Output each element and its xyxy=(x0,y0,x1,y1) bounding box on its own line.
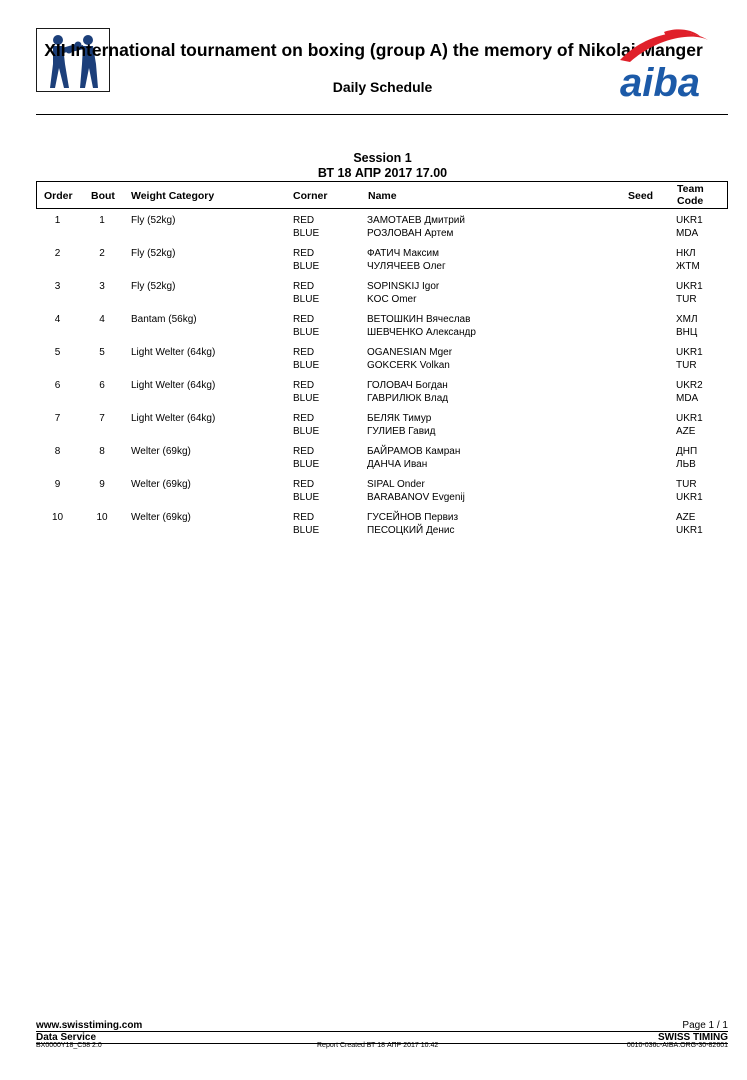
cell-corner-red: RED xyxy=(293,215,315,226)
cell-name-red: ГОЛОВАЧ Богдан xyxy=(367,380,448,391)
cell-name-blue: ШЕВЧЕНКО Александр xyxy=(367,327,476,338)
cell-team-blue: UKR1 xyxy=(676,525,703,536)
cell-corner-blue: BLUE xyxy=(293,459,320,470)
cell-team-blue: TUR xyxy=(676,360,697,371)
cell-name-red: SIPAL Onder xyxy=(367,479,425,490)
cell-name-red: БАЙРАМОВ Камран xyxy=(367,446,461,457)
cell-corner-blue: BLUE xyxy=(293,426,320,437)
cell-corner-blue: BLUE xyxy=(293,261,320,272)
cell-corner-red: RED xyxy=(293,347,315,358)
table-row xyxy=(36,314,728,347)
cell-order: 6 xyxy=(54,380,61,391)
cell-name-blue: BARABANOV Evgenij xyxy=(367,492,465,503)
cell-team-blue: MDA xyxy=(676,228,699,239)
cell-name-red: ГУСЕЙНОВ Первиз xyxy=(367,512,459,523)
cell-team-blue: AZE xyxy=(676,426,696,437)
footer-data-service: Data Service xyxy=(36,1032,97,1043)
cell-corner-red: RED xyxy=(293,281,315,292)
cell-name-red: ФАТИЧ Максим xyxy=(367,248,439,259)
cell-bout: 9 xyxy=(99,479,105,490)
table-row xyxy=(36,446,728,479)
cell-weight-category: Welter (69kg) xyxy=(131,512,191,523)
footer-code-right: 0010-036c-AIBA.ORG-30-82601 xyxy=(626,1042,728,1049)
cell-corner-blue: BLUE xyxy=(293,492,320,503)
cell-bout: 6 xyxy=(99,380,105,391)
header-order: Order xyxy=(44,190,73,202)
schedule-table-body xyxy=(36,215,728,545)
cell-name-blue: РОЗЛОВАН Артем xyxy=(367,228,454,239)
cell-corner-red: RED xyxy=(293,380,315,391)
cell-name-blue: ДАНЧА Иван xyxy=(367,459,428,470)
header-team-code-line1: Team xyxy=(677,183,704,195)
session-info xyxy=(0,151,747,181)
header-divider xyxy=(36,114,728,115)
cell-team-blue: ВНЦ xyxy=(676,327,698,338)
cell-name-blue: GOKCERK Volkan xyxy=(367,360,450,371)
cell-bout: 7 xyxy=(99,413,105,424)
cell-name-red: БЕЛЯК Тимур xyxy=(367,413,432,424)
cell-team-red: НКЛ xyxy=(676,248,696,259)
cell-bout: 4 xyxy=(99,314,105,325)
cell-bout: 8 xyxy=(99,446,105,457)
table-row xyxy=(36,215,728,248)
cell-team-red: UKR1 xyxy=(676,347,703,358)
cell-bout: 10 xyxy=(96,512,108,523)
cell-team-blue: TUR xyxy=(676,294,697,305)
cell-corner-blue: BLUE xyxy=(293,525,320,536)
table-row xyxy=(36,413,728,446)
cell-corner-red: RED xyxy=(293,413,315,424)
cell-corner-blue: BLUE xyxy=(293,327,320,338)
table-row xyxy=(36,380,728,413)
cell-corner-red: RED xyxy=(293,512,315,523)
cell-bout: 2 xyxy=(99,248,105,259)
cell-corner-blue: BLUE xyxy=(293,393,320,404)
cell-name-red: OGANESIAN Mger xyxy=(367,347,453,358)
header-seed: Seed xyxy=(628,190,654,202)
cell-corner-blue: BLUE xyxy=(293,228,320,239)
cell-order: 7 xyxy=(54,413,61,424)
cell-weight-category: Bantam (56kg) xyxy=(131,314,197,325)
cell-weight-category: Welter (69kg) xyxy=(131,446,191,457)
header-weight-category: Weight Category xyxy=(131,190,215,202)
cell-weight-category: Welter (69kg) xyxy=(131,479,191,490)
cell-weight-category: Light Welter (64kg) xyxy=(131,413,216,424)
footer-url[interactable]: www.swisstiming.com xyxy=(36,1020,143,1031)
cell-name-red: ВЕТОШКИН Вячеслав xyxy=(367,314,471,325)
svg-text:aiba: aiba xyxy=(620,61,701,102)
header-corner: Corner xyxy=(293,190,328,202)
footer-swiss-timing: SWISS TIMING xyxy=(658,1032,728,1043)
header-team-code-line2: Code xyxy=(677,195,704,207)
cell-corner-blue: BLUE xyxy=(293,360,320,371)
cell-team-red: ХМЛ xyxy=(676,314,698,325)
cell-order: 4 xyxy=(54,314,61,325)
cell-name-blue: ПЕСОЦКИЙ Денис xyxy=(367,525,455,536)
header-name: Name xyxy=(368,190,397,202)
cell-weight-category: Fly (52kg) xyxy=(131,248,176,259)
cell-bout: 1 xyxy=(99,215,105,226)
footer-code-left: BX0000Y18_C58 2.0 xyxy=(36,1042,102,1049)
session-name: Session 1 xyxy=(353,151,412,165)
table-row xyxy=(36,281,728,314)
cell-team-blue: ЛЬВ xyxy=(676,459,696,470)
cell-name-red: ЗАМОТАЕВ Дмитрий xyxy=(367,215,465,226)
cell-bout: 3 xyxy=(99,281,105,292)
session-datetime: ВТ 18 АПР 2017 17.00 xyxy=(317,166,448,180)
cell-corner-red: RED xyxy=(293,446,315,457)
cell-weight-category: Fly (52kg) xyxy=(131,281,176,292)
cell-team-red: TUR xyxy=(676,479,697,490)
page-number: Page 1 / 1 xyxy=(682,1020,728,1031)
cell-bout: 5 xyxy=(99,347,105,358)
cell-corner-red: RED xyxy=(293,248,315,259)
cell-order: 5 xyxy=(54,347,61,358)
cell-order: 10 xyxy=(51,512,64,523)
cell-order: 8 xyxy=(54,446,61,457)
cell-team-blue: UKR1 xyxy=(676,492,703,503)
cell-corner-red: RED xyxy=(293,479,315,490)
footer-report-created: Report Created ВТ 18 АПР 2017 10:42 xyxy=(317,1042,439,1049)
cell-team-red: ДНП xyxy=(676,446,698,457)
tournament-title: XII International tournament on boxing (group A) the memory of Nikolai Manger xyxy=(44,40,703,60)
cell-corner-red: RED xyxy=(293,314,315,325)
table-row xyxy=(36,479,728,512)
header-team-code xyxy=(677,183,704,207)
cell-name-red: SOPINSKIJ Igor xyxy=(367,281,440,292)
cell-order: 3 xyxy=(54,281,61,292)
cell-weight-category: Fly (52kg) xyxy=(131,215,176,226)
cell-name-blue: ЧУЛЯЧЕЕВ Олег xyxy=(367,261,446,272)
cell-name-blue: ГАВРИЛЮК Влад xyxy=(367,393,449,404)
cell-corner-blue: BLUE xyxy=(293,294,320,305)
cell-order: 2 xyxy=(54,248,61,259)
table-header xyxy=(36,181,728,209)
header-bout: Bout xyxy=(91,190,115,202)
cell-team-red: UKR1 xyxy=(676,281,703,292)
cell-weight-category: Light Welter (64kg) xyxy=(131,347,216,358)
cell-team-red: UKR1 xyxy=(676,215,703,226)
table-row xyxy=(36,347,728,380)
cell-order: 1 xyxy=(54,215,61,226)
cell-team-red: UKR1 xyxy=(676,413,703,424)
cell-name-blue: ГУЛИЕВ Гавид xyxy=(367,426,436,437)
page-subtitle: Daily Schedule xyxy=(332,79,433,95)
cell-order: 9 xyxy=(54,479,61,490)
cell-team-red: UKR2 xyxy=(676,380,703,391)
cell-team-red: AZE xyxy=(676,512,696,523)
table-row xyxy=(36,512,728,545)
cell-team-blue: ЖТМ xyxy=(676,261,700,272)
cell-team-blue: MDA xyxy=(676,393,699,404)
table-row xyxy=(36,248,728,281)
cell-weight-category: Light Welter (64kg) xyxy=(131,380,216,391)
cell-name-blue: KOC Omer xyxy=(367,294,417,305)
